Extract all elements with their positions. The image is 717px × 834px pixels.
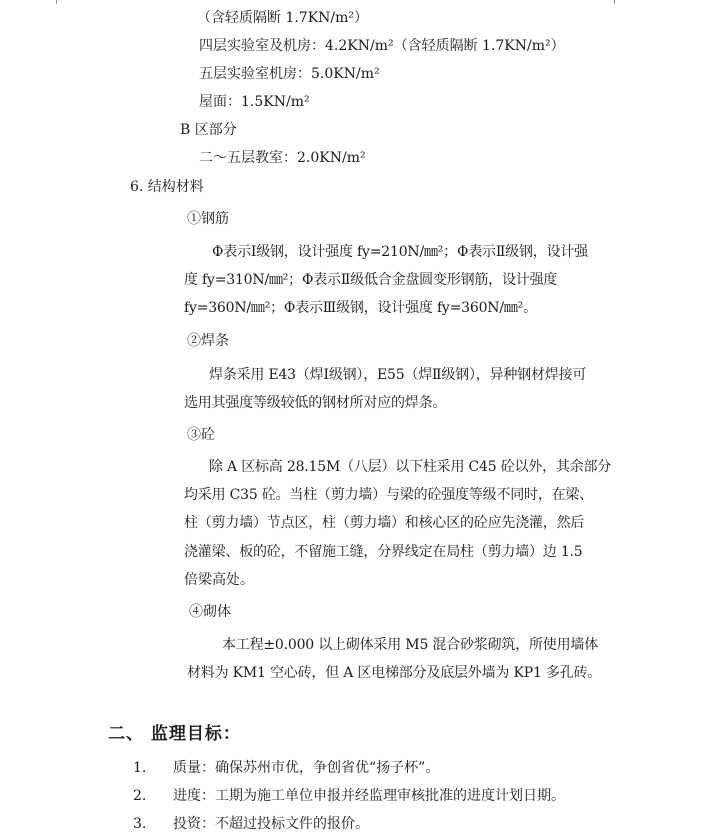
concrete-line-5: 倍梁高处。 — [184, 572, 254, 588]
concrete-line-1: 除 A 区标高 28.15M（八层）以下柱采用 C45 砼以外，其余部分 — [209, 459, 612, 475]
concrete-line-4: 浇灌梁、板的砼，不留施工缝，分界线定在局柱（剪力墙）边 1.5 — [184, 544, 583, 560]
rebar-line-1: Φ表示Ⅰ级钢，设计强度 fy=210N/㎜²；Φ表示Ⅱ级钢，设计强 — [212, 244, 588, 260]
welding-line-2: 选用其强度等级较低的钢材所对应的焊条。 — [184, 395, 447, 411]
goal-item-schedule — [133, 786, 565, 806]
masonry-line-2: 材料为 KM1 空心砖，但 A 区电梯部分及底层外墙为 KP1 多孔砖。 — [187, 665, 602, 681]
part-b-title: B 区部分 — [180, 122, 237, 138]
welding-title: ②焊条 — [187, 333, 229, 349]
goal-number: 1. — [133, 760, 147, 776]
goal-item-quality — [133, 758, 439, 778]
goal-text: 质量：确保苏州市优，争创省优“扬子杯”。 — [173, 760, 440, 776]
rebar-line-3: fy=360N/㎜²；Φ表示Ⅲ级钢，设计强度 fy=360N/㎜²。 — [184, 300, 537, 316]
part-b-load-line: 二～五层教室：2.0KN/m² — [199, 150, 366, 166]
load-line-fifth-floor: 五层实验室机房：5.0KN/m² — [199, 66, 380, 82]
goal-number: 2. — [133, 788, 147, 804]
rebar-title: ①钢筋 — [187, 211, 229, 227]
masonry-line-1: 本工程±0.000 以上砌体采用 M5 混合砂浆砌筑，所使用墙体 — [222, 637, 599, 653]
goal-item-investment — [133, 814, 369, 834]
section-6-title: 6. 结构材料 — [130, 179, 204, 195]
load-line-partition: （含轻质隔断 1.7KN/m²） — [197, 10, 369, 26]
section-2-heading: 二、 监理目标： — [108, 724, 241, 744]
masonry-title: ④砌体 — [189, 604, 231, 620]
welding-line-1: 焊条采用 E43（焊Ⅰ级钢），E55（焊Ⅱ级钢），异种钢材焊接可 — [209, 367, 587, 383]
concrete-title: ③砼 — [187, 427, 215, 443]
goal-text: 进度：工期为施工单位申报并经监理审核批准的进度计划日期。 — [173, 788, 565, 804]
concrete-line-3: 柱（剪力墙）节点区，柱（剪力墙）和核心区的砼应先浇灌，然后 — [184, 515, 585, 531]
page-corner-mark-right — [614, 0, 629, 4]
load-line-roof: 屋面：1.5KN/m² — [199, 94, 310, 110]
goal-text: 投资：不超过投标文件的报价。 — [173, 816, 369, 832]
rebar-line-2: 度 fy=310N/㎜²；Φ表示Ⅱ级低合金盘圆变形钢筋，设计强度 — [184, 272, 558, 288]
concrete-line-2: 均采用 C35 砼。当柱（剪力墙）与梁的砼强度等级不同时，在梁、 — [184, 487, 594, 503]
load-line-fourth-floor: 四层实验室及机房：4.2KN/m²（含轻质隔断 1.7KN/m²） — [199, 38, 565, 54]
goal-number: 3. — [133, 816, 147, 832]
page-corner-mark-left — [42, 0, 57, 4]
